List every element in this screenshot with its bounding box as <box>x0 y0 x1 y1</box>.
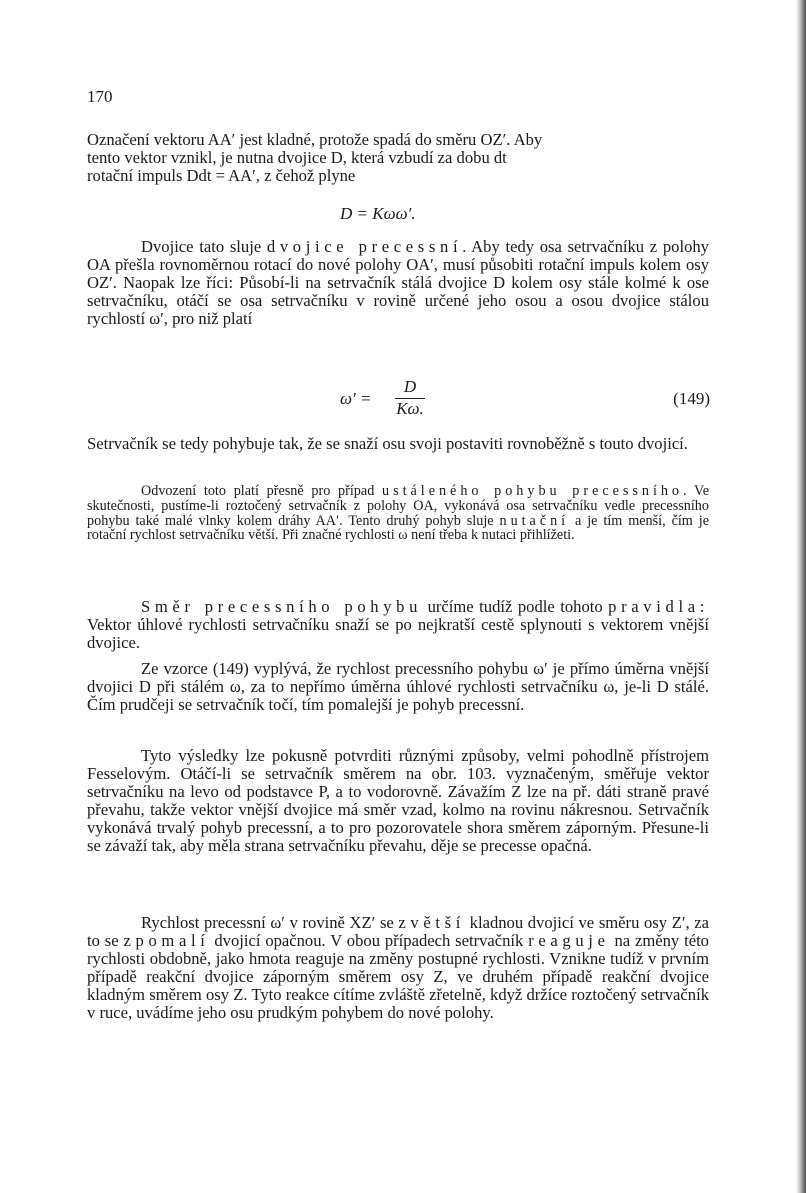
spaced-term: reaguje <box>528 931 610 951</box>
spaced-term: pravidla: <box>608 597 709 616</box>
paragraph-experiment <box>87 747 709 856</box>
text: dvojicí opačnou. V obou případech setrvačník <box>214 931 524 951</box>
paragraph-intro <box>87 131 709 185</box>
text: Odvození toto platí přesně pro případ <box>141 483 375 499</box>
small-print-note <box>87 484 709 543</box>
paragraph-precession-couple <box>87 238 709 328</box>
paragraph-rule <box>87 598 709 652</box>
spaced-term: nutační <box>499 512 570 529</box>
spaced-term: dvojice precessní <box>266 237 463 256</box>
text: Vektor úhlové rychlosti setrvačníku snaží se po nejkratší cestě splynouti s vektorem vnější dvojice. <box>87 615 709 653</box>
paragraph-reaction <box>87 914 709 1023</box>
text: Setrvačník se tedy pohybuje tak, že se snaží osu svoji postaviti rovnoběžně s touto dvojicí. <box>87 434 688 453</box>
spaced-term: zpomalí <box>123 931 210 951</box>
equation-period: . <box>419 399 424 418</box>
text: určíme tudíž podle tohoto <box>427 597 603 616</box>
text-line: rotační impuls Ddt = AA′, z čehož plyne <box>87 166 356 186</box>
equation-149 <box>340 377 710 421</box>
text: . Ve skutečnosti, pustíme-li roztočený setrvačník z polohy OA, vykonává osa setrvačníku vedle precessního pohybu také malé vlnky kolem dráhy AA′. Tento druhý pohyb sluje <box>87 483 710 529</box>
text: kladnou dvojicí ve směru osy Z′, za to se <box>87 913 709 951</box>
text: a je tím menší, čím je rotační rychlost setrvačníku větší. Při značné rychlosti ω není třeba k nutaci přihlížeti. <box>87 512 710 544</box>
text: Ze vzorce (149) vyplývá, že rychlost precessního pohybu ω′ je přímo úměrna vnější dvojici D při stálém ω, za to nepřímo úměrna úhlové rychlosti setrvačníku ω, je-li D stálé. Čím prudčeji se setrvačník točí, tím pomalejší je pohyb precessní. <box>87 659 709 715</box>
equation-precession-couple: D = Kωω′. <box>340 204 416 223</box>
spaced-term: Směr precessního pohybu <box>141 597 423 616</box>
denominator-text: Kω <box>396 399 420 418</box>
text: Rychlost precessní ω′ v rovině XZ′ se <box>141 913 394 932</box>
fraction <box>395 377 425 419</box>
fraction-numerator: D <box>403 377 417 396</box>
text: Tyto výsledky lze pokusně potvrditi různými způsoby, velmi pohodlně přístrojem Fesselovým. Otáčí-li se setrvačník směrem na obr. 103. vyznačeným, směřuje vektor setrvačníku na levo od podstavce P, a to vodorovně. Závažím Z lze na př. dáti straně pravé převahu, takže vektor vnější dvojice má směr vzad, kolmo na rovinu nákresnou. Setrvačník vykonává trvalý pohyb precessní, a to pro pozorovatele shora směrem záporným. Přesune-li se závaží tak, aby měla strana setrvačníku převahu, děje se precesse opačná. <box>87 746 709 856</box>
page-edge-shadow <box>796 0 806 1193</box>
spaced-term: zvětší <box>398 913 466 932</box>
equation-number: (149) <box>673 389 710 408</box>
text: na změny této rychlosti obdobně, jako hmota reaguje na změny postupné rychlosti. Vznikne tudíž v prvním případě reakční dvojice záporným směrem osy Z, ve druhém případě reakční dvojice kladným směrem osy Z. Tyto reakce cítíme zvláště zřetelně, když držíce roztočený setrvačník v ruce, uvádíme jeho osu prudkým pohybem do nové polohy. <box>87 931 709 1023</box>
fraction-denominator <box>395 399 425 419</box>
paragraph-formula-consequence <box>87 660 709 714</box>
spaced-term: ustáleného pohybu precessního <box>382 483 684 499</box>
equation-lhs: ω′ = <box>340 389 372 408</box>
page-number: 170 <box>87 87 113 106</box>
text: Dvojice tato sluje <box>141 237 262 256</box>
text-line: Označení vektoru AA′ jest kladné, protože spadá do směru OZ′. Aby <box>87 130 543 149</box>
text: . Aby tedy osa setrvačníku z polohy OA přešla rovnoměrnou rotací do nové polohy OA′, musí působiti rotační impuls kolem osy OZ′. Naopak lze říci: Působí-li na setrvačník stálá dvojice D kolem osy stále kolmé k ose setrvačníku, otáčí se osa setrvačníku v rovině určené jeho osou a osou dvojice stálou rychlostí ω′, pro niž platí <box>87 237 709 329</box>
paragraph-conclusion <box>87 435 709 453</box>
text-line: tento vektor vznikl, je nutna dvojice D, která vzbudí za dobu dt <box>87 148 507 168</box>
